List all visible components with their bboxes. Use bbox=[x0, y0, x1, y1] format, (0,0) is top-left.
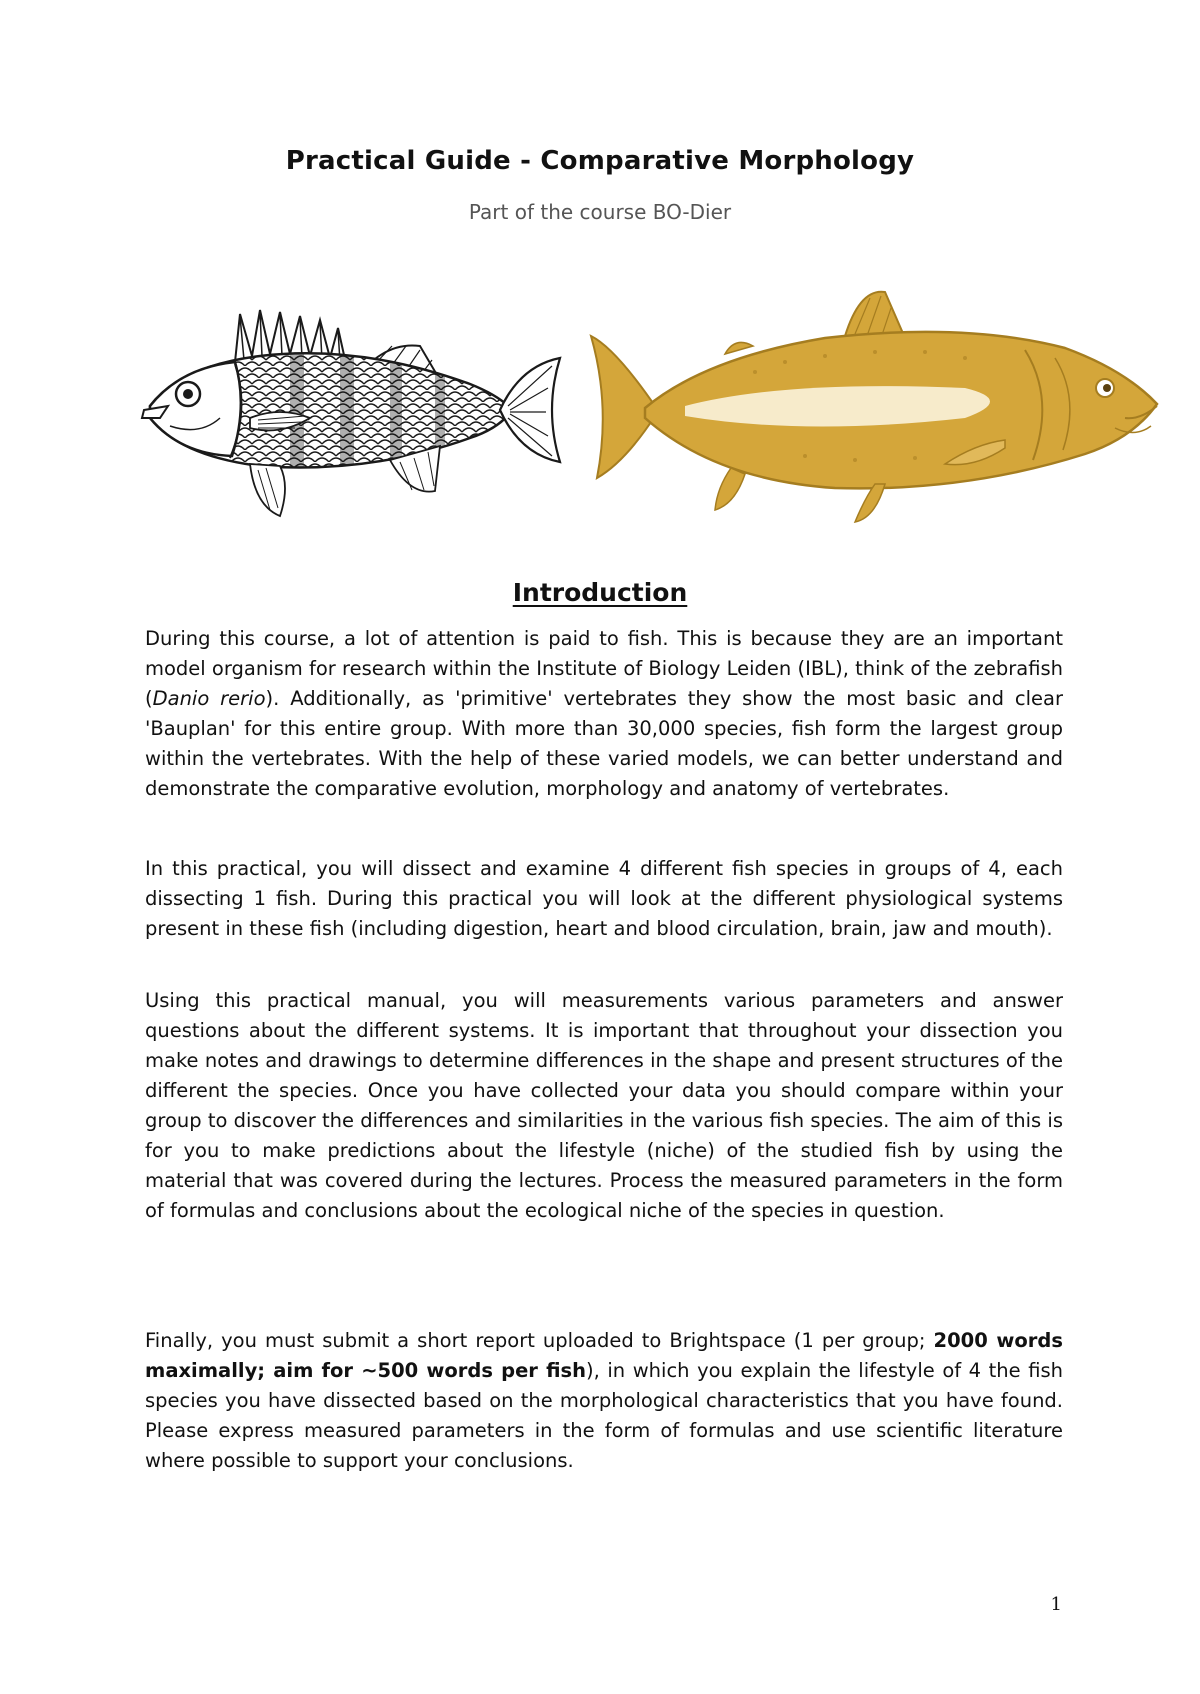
paragraph-introduction-1 bbox=[145, 624, 1063, 804]
paragraph-text: ), in which you explain the lifestyle of 4 the fish species you have dissected based on the morphological characteristics that you have found. Please express measured parameters in the form of formulas and use scientific literature where possible to support your conclusions. bbox=[145, 1359, 1063, 1472]
page-subtitle: Part of the course BO-Dier bbox=[468, 200, 732, 224]
paragraph-introduction-2 bbox=[145, 854, 1063, 944]
paragraph-text: Finally, you must submit a short report uploaded to Brightspace (1 per group; bbox=[145, 1329, 934, 1352]
paragraph-text: During this course, a lot of attention is paid to fish. This is because they are an important model organism for research within the Institute of Biology Leiden (IBL), think of the zebrafish ( bbox=[145, 627, 1063, 710]
paragraph-text: In this practical, you will dissect and examine 4 different fish species in groups of 4, each dissecting 1 fish. During this practical you will look at the different physiological systems present in these fish (including digestion, heart and blood circulation, brain, jaw and mouth). bbox=[145, 857, 1063, 940]
page-title: Practical Guide - Comparative Morphology bbox=[285, 146, 915, 176]
page-number: 1 bbox=[1050, 1594, 1062, 1615]
species-name-italic: Danio rerio bbox=[152, 687, 266, 710]
salmon-illustration-icon bbox=[585, 288, 1165, 538]
paragraph-text: Using this practical manual, you will measurements various parameters and answer questions about the different systems. It is important that throughout your dissection you make notes and drawings to determine differences in the shape and present structures of the different the species. Once you have collected your data you should compare within your group to discover the differences and similarities in the various fish species. The aim of this is for you to make predictions about the lifestyle (niche) of the studied fish by using the material that was covered during the lectures. Process the measured parameters in the form of formulas and conclusions about the ecological niche of the species in question. bbox=[145, 989, 1063, 1222]
word-limit-bold: 2000 words maximally; aim for ~500 words per fish bbox=[145, 1329, 1063, 1382]
paragraph-introduction-4 bbox=[145, 1326, 1063, 1476]
paragraph-text: ). Additionally, as 'primitive' vertebrates they show the most basic and clear 'Bauplan' for this entire group. With more than 30,000 species, fish form the largest group within the vertebrates. With the help of these varied models, we can better understand and demonstrate the comparative evolution, morphology and anatomy of vertebrates. bbox=[145, 687, 1064, 800]
section-heading-introduction: Introduction bbox=[512, 578, 688, 607]
paragraph-introduction-3 bbox=[145, 986, 1063, 1226]
perch-illustration-icon bbox=[140, 306, 570, 536]
